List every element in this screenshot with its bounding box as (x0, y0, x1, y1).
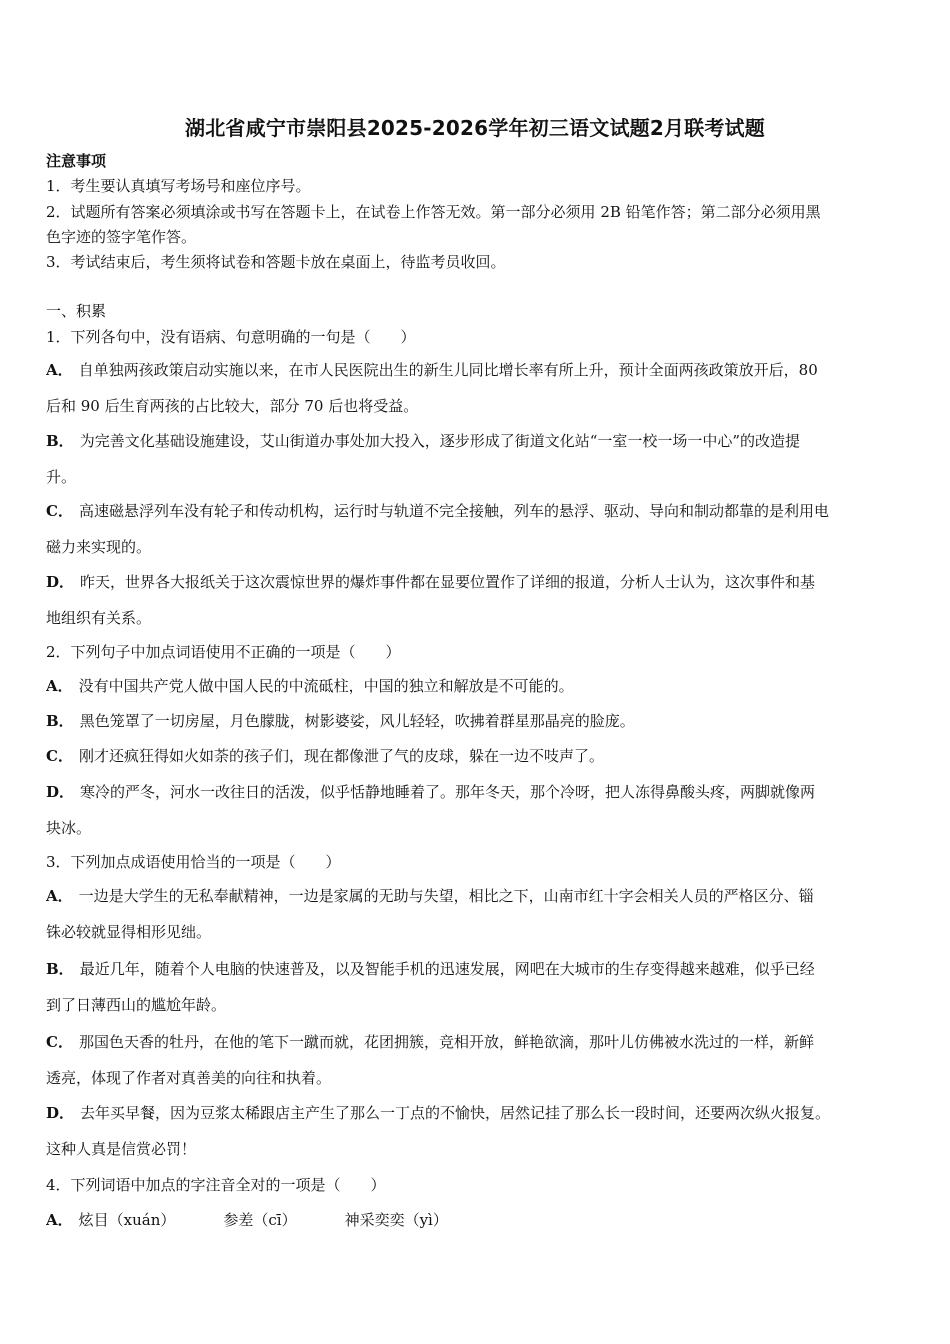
option-text: 那国色天香的牡丹，在他的笔下一蹴而就，花团拥簇，竞相开放，鲜艳欲滴，那叶儿仿佛被水洗过的一样，新鲜 (78, 1033, 814, 1051)
option-a (46, 676, 908, 696)
option-c (46, 501, 908, 521)
option-label: C． (46, 747, 73, 765)
notice-item: 3．考试结束后，考生须将试卷和答题卡放在桌面上，待监考员收回。 (46, 253, 506, 271)
option-text-continued: 块冰。 (46, 819, 92, 837)
option-label: C． (46, 1033, 73, 1051)
option-c (46, 746, 908, 766)
option-d (46, 1103, 908, 1123)
option-text: 自单独两孩政策启动实施以来，在市人民医院出生的新生儿同比增长率有所上升，预计全面两孩政策放开后，80 (78, 361, 818, 379)
option-a (46, 1210, 908, 1230)
notice-item: 色字迹的签字笔作答。 (46, 228, 197, 246)
option-label: A． (46, 1211, 73, 1229)
option-label: C． (46, 502, 73, 520)
term-with-pinyin: 神采奕奕（yì） (344, 1211, 448, 1229)
question-stem: 2．下列句子中加点词语使用不正确的一项是（ ） (46, 643, 401, 661)
option-label: A． (46, 677, 73, 695)
option-text: 高速磁悬浮列车没有轮子和传动机构，运行时与轨道不完全接触，列车的悬浮、驱动、导向和制动都靠的是利用电 (78, 502, 829, 520)
option-text-continued: 到了日薄西山的尴尬年龄。 (46, 996, 227, 1014)
section-heading: 一、积累 (46, 302, 107, 320)
page-title: 湖北省咸宁市崇阳县2025-2026学年初三语文试题2月联考试题 (185, 116, 765, 140)
option-text-continued: 后和 90 后生育两孩的占比较大，部分 70 后也将受益。 (46, 397, 419, 415)
option-text-continued: 升。 (46, 468, 77, 486)
option-text: 一边是大学生的无私奉献精神，一边是家属的无助与失望，相比之下，山南市红十字会相关人员的严格区分、锱 (78, 887, 814, 905)
option-text: 寒冷的严冬，河水一改往日的活泼，似乎恬静地睡着了。那年冬天，那个冷呀，把人冻得鼻酸头疼，两脚就像两 (80, 783, 816, 801)
option-text: 最近几年，随着个人电脑的快速普及，以及智能手机的迅速发展，网吧在大城市的生存变得越来越难，似乎已经 (79, 960, 815, 978)
option-text: 刚才还疯狂得如火如荼的孩子们，现在都像泄了气的皮球，躲在一边不吱声了。 (78, 747, 604, 765)
term-with-pinyin: 炫目（xuán） (78, 1211, 176, 1229)
option-label: A． (46, 361, 73, 379)
option-label: A． (46, 887, 73, 905)
option-d (46, 782, 908, 802)
notice-item: 2．试题所有答案必须填涂或书写在答题卡上，在试卷上作答无效。第一部分必须用 2B 铅笔作答；第二部分必须用黑 (46, 203, 821, 221)
option-a (46, 360, 908, 380)
option-text: 没有中国共产党人做中国人民的中流砥柱，中国的独立和解放是不可能的。 (78, 677, 574, 695)
option-text: 黑色笼罩了一切房屋，月色朦胧，树影婆娑，风儿轻轻，吹拂着群星那晶亮的脸庞。 (79, 712, 635, 730)
option-label: B． (46, 960, 74, 978)
option-b (46, 959, 908, 979)
option-a (46, 886, 908, 906)
option-text: 昨天，世界各大报纸关于这次震惊世界的爆炸事件都在显要位置作了详细的报道，分析人士认为，这次事件和基 (80, 573, 816, 591)
question-stem: 1．下列各句中，没有语病、句意明确的一句是（ ） (46, 328, 416, 346)
option-label: B． (46, 712, 74, 730)
option-label: D． (46, 1104, 75, 1122)
option-b (46, 711, 908, 731)
notice-heading: 注意事项 (46, 152, 107, 170)
option-b (46, 431, 908, 451)
notice-item: 1．考生要认真填写考场号和座位序号。 (46, 177, 311, 195)
option-text-continued: 透亮，体现了作者对真善美的向往和执着。 (46, 1069, 332, 1087)
option-text-continued: 磁力来实现的。 (46, 538, 152, 556)
option-text-continued: 地组织有关系。 (46, 609, 152, 627)
option-text: 去年买早餐，因为豆浆太稀跟店主产生了那么一丁点的不愉快，居然记挂了那么长一段时间，还要两次纵火报复。 (80, 1104, 831, 1122)
question-stem: 4．下列词语中加点的字注音全对的一项是（ ） (46, 1176, 386, 1194)
term-with-pinyin: 参差（cī） (223, 1211, 297, 1229)
option-d (46, 572, 908, 592)
option-text-continued: 铢必较就显得相形见绌。 (46, 923, 212, 941)
option-label: D． (46, 573, 75, 591)
option-c (46, 1032, 908, 1052)
option-text-continued: 这种人真是信赏必罚！ (46, 1140, 197, 1158)
option-text: 为完善文化基础设施建设，艾山街道办事处加大投入，逐步形成了街道文化站“一室一校一场一中心”的改造提 (79, 432, 801, 450)
question-stem: 3．下列加点成语使用恰当的一项是（ ） (46, 853, 341, 871)
option-label: B． (46, 432, 74, 450)
option-label: D． (46, 783, 75, 801)
